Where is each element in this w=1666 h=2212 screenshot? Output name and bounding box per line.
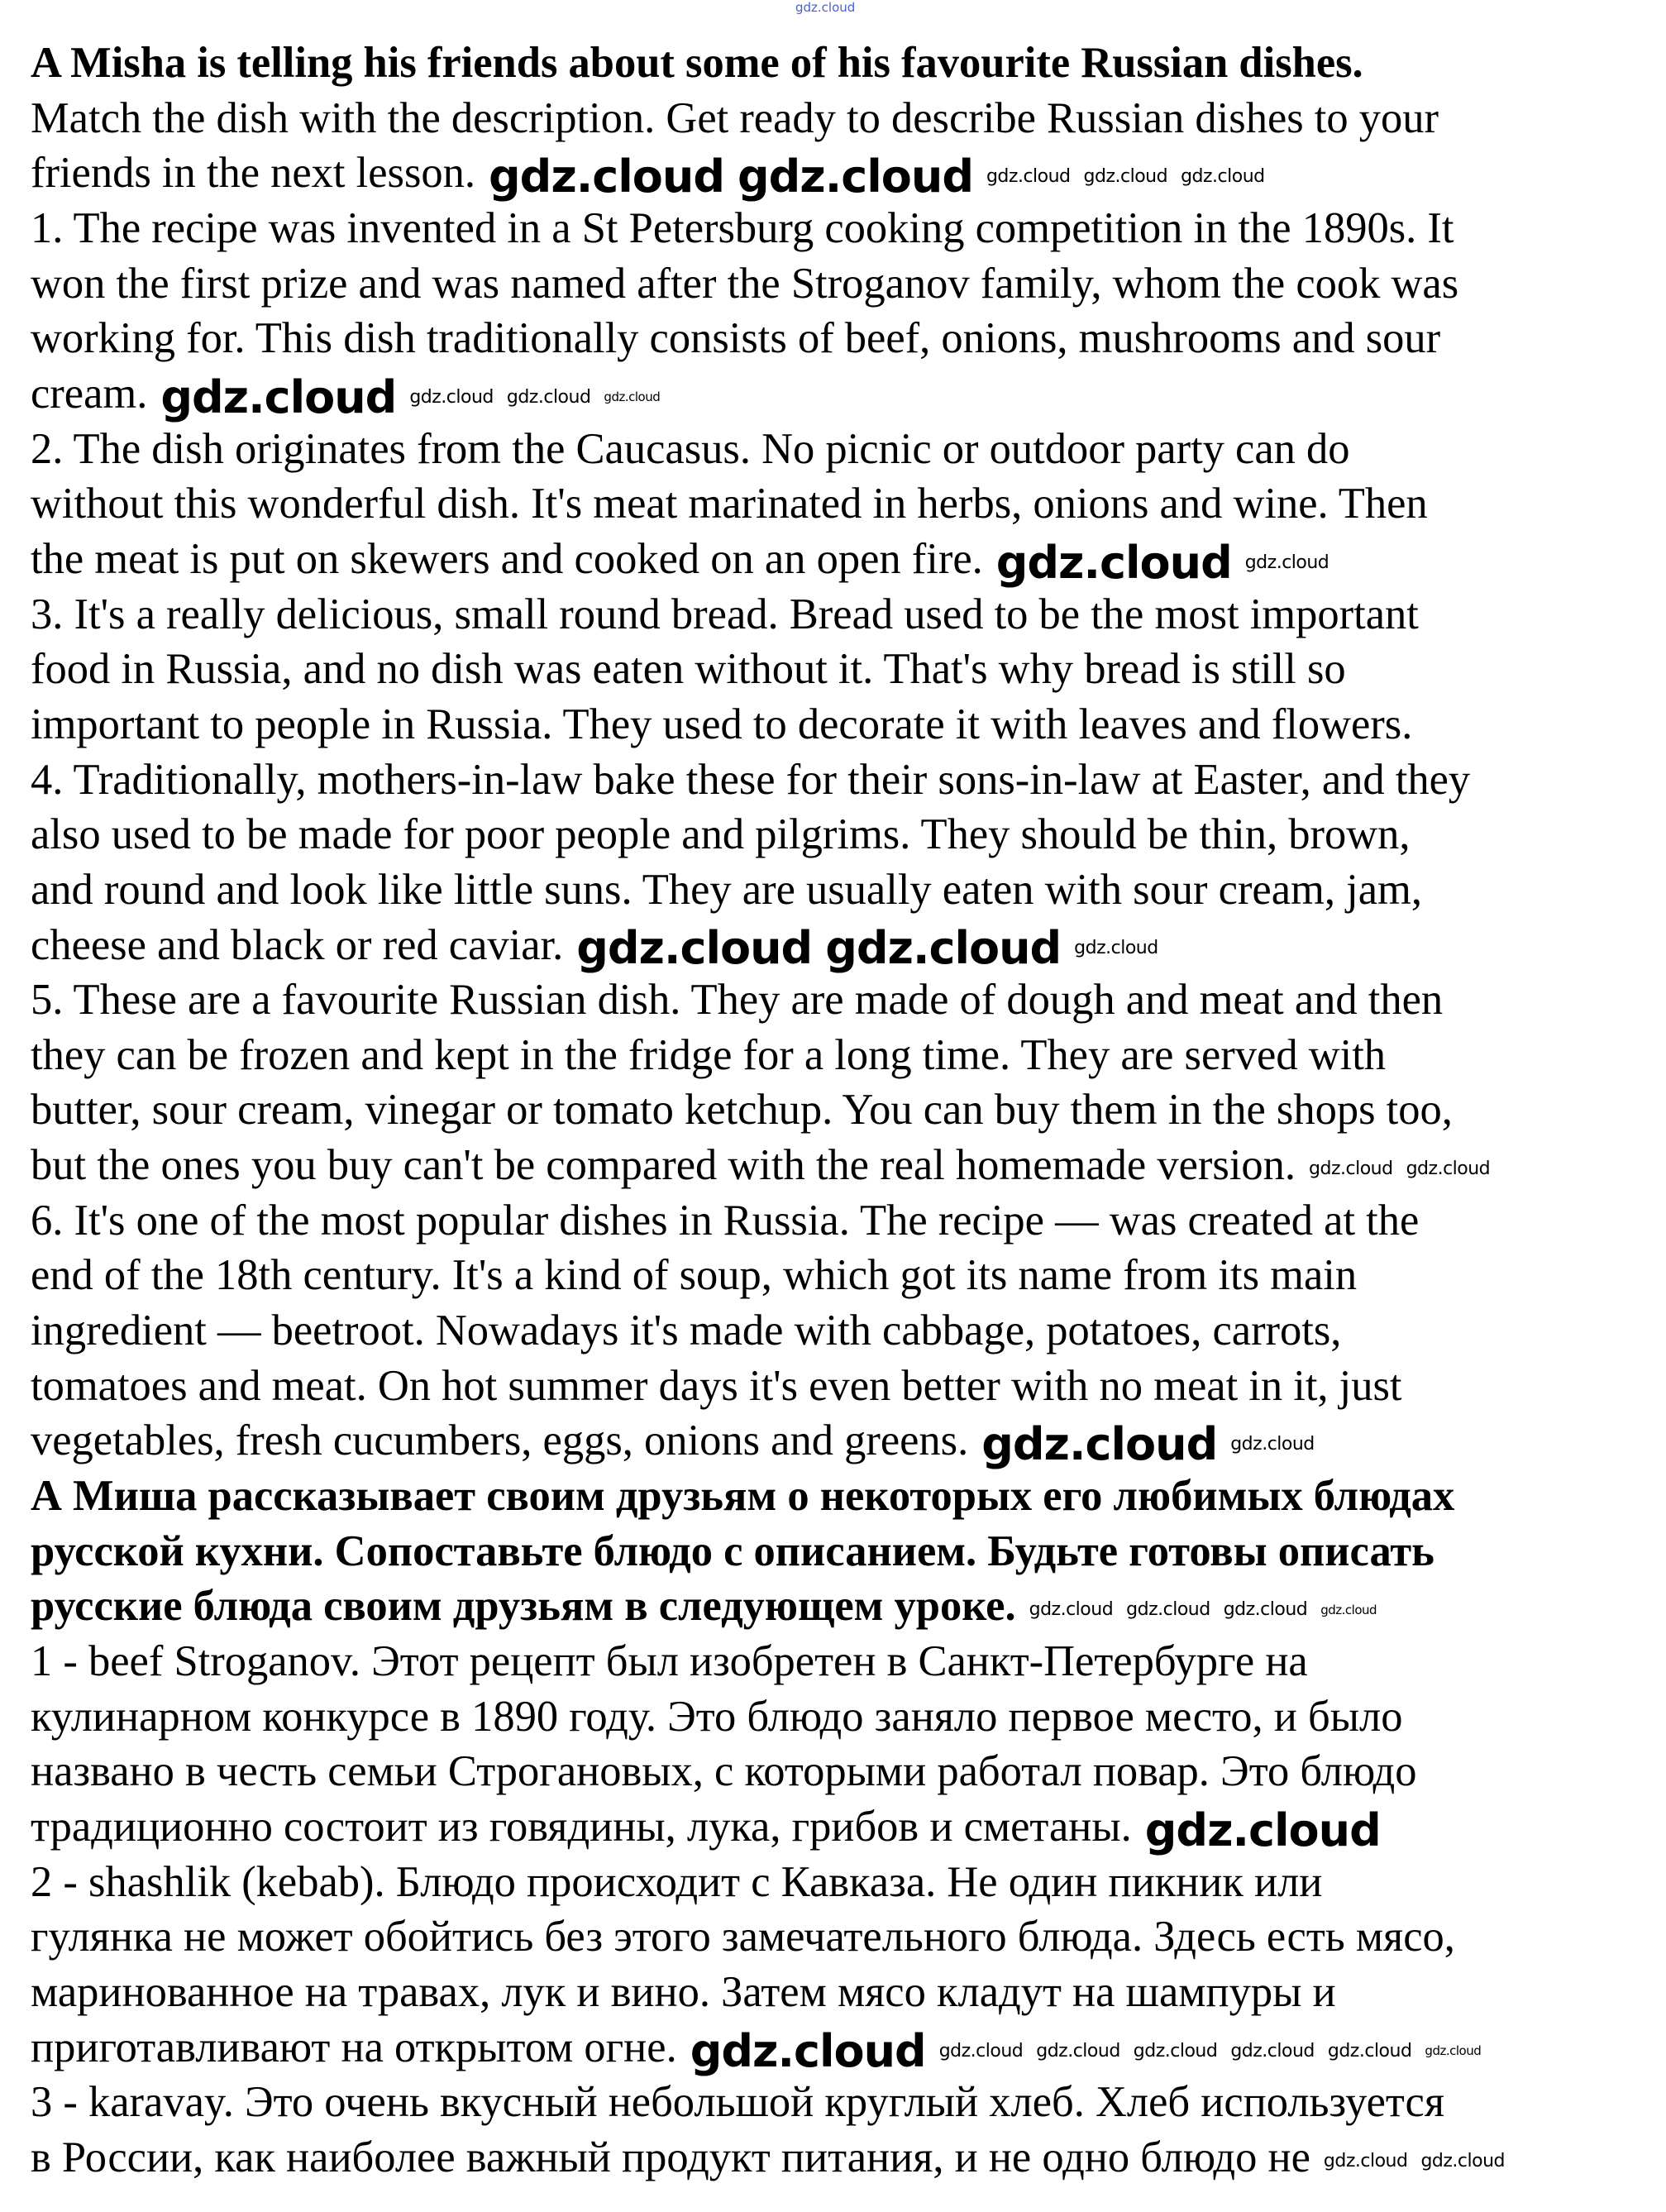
watermark: gdz.cloud — [1036, 2040, 1120, 2062]
dish-description-line: end of the 18th century. It's a kind of soup, which got its name from its main — [31, 1251, 1358, 1300]
line-text: friends in the next lesson. — [31, 149, 476, 198]
dish-translation-line — [31, 2020, 1666, 2076]
dish-translation — [31, 2075, 1666, 2185]
watermark: gdz.cloud — [1223, 1599, 1308, 1621]
dish-description-line: 5. These are a favourite Russian dish. They are made of dough and meat and then — [31, 976, 1444, 1025]
watermark: gdz.cloud — [409, 386, 494, 408]
russian-heading-line — [31, 1579, 1666, 1634]
dish-translation-line — [31, 1799, 1666, 1855]
dish-description-line: important to people in Russia. They used to decorate it with leaves and flowers. — [31, 700, 1413, 748]
line-text: the meat is put on skewers and cooked on an open fire. — [31, 534, 983, 583]
watermark: gdz.cloud — [604, 389, 661, 405]
watermark: gdz.cloud — [1406, 1159, 1491, 1180]
dish-translation-line: 3 - karavay. Это очень вкусный небольшой круглый хлеб. Хлеб используется — [31, 2078, 1444, 2127]
dish-description-line: won the first prize and was named after the Stroganov family, whom the cook was — [31, 259, 1459, 308]
dish-description-line: 3. It's a really delicious, small round bread. Bread used to be the most important — [31, 590, 1419, 638]
watermark: gdz.cloud — [1144, 1804, 1381, 1856]
watermark: gdz.cloud — [489, 150, 724, 203]
dish-description-line: 6. It's one of the most popular dishes in Russia. The recipe — was created at the — [31, 1196, 1420, 1245]
english-items — [31, 201, 1666, 1469]
dish-description-line — [31, 366, 1666, 422]
dish-description-line: 2. The dish originates from the Caucasus. No picnic or outdoor party can do — [31, 424, 1350, 473]
dish-description-line: tomatoes and meat. On hot summer days it's even better with no meat in it, just — [31, 1361, 1402, 1410]
english-heading: A Misha is telling his friends about some of his favourite Russian dishes. — [31, 39, 1363, 87]
dish-description-line: food in Russia, and no dish was eaten without it. That's why bread is still so — [31, 645, 1346, 694]
dish-description-line: 1. The recipe was invented in a St Petersburg cooking competition in the 1890s. It — [31, 203, 1454, 252]
dish-translation-line: названо в честь семьи Строгановых, с которыми работал повар. Это блюдо — [31, 1747, 1417, 1796]
dish-description-line — [31, 1138, 1666, 1193]
line-text: приготавливают на открытом огне. — [31, 2023, 677, 2071]
watermark: gdz.cloud — [1244, 552, 1329, 573]
russian-heading-line: А Миша рассказывает своим друзьям о некоторых его любимых блюдах — [31, 1472, 1455, 1521]
watermark: gdz.cloud — [795, 0, 856, 15]
watermark: gdz.cloud — [160, 370, 397, 423]
dish-translation-line: маринованное на травах, лук и вино. Затем мясо кладут на шампуры и — [31, 1967, 1336, 2016]
watermark: gdz.cloud — [576, 922, 813, 975]
dish-description-line: butter, sour cream, vinegar or tomato ketchup. You can buy them in the shops too, — [31, 1086, 1453, 1135]
dish-description-line — [31, 532, 1666, 587]
russian-items — [31, 1634, 1666, 2186]
dish-translation-line — [31, 2130, 1666, 2186]
watermark: gdz.cloud — [1181, 166, 1265, 188]
line-text: vegetables, fresh cucumbers, eggs, onions and greens. — [31, 1417, 969, 1465]
line-text: традиционно состоит из говядины, лука, грибов и сметаны. — [31, 1803, 1132, 1851]
watermark: gdz.cloud — [1029, 1599, 1114, 1621]
russian-heading-line: русской кухни. Сопоставьте блюдо с описанием. Будьте готовы описать — [31, 1526, 1434, 1575]
watermark: gdz.cloud — [1420, 2150, 1505, 2171]
line-text: cream. — [31, 369, 148, 418]
dish-description — [31, 752, 1666, 973]
watermark: gdz.cloud — [1083, 166, 1168, 188]
dish-description — [31, 1193, 1666, 1469]
dish-description-line: 4. Traditionally, mothers-in-law bake these for their sons-in-law at Easter, and they — [31, 755, 1471, 804]
dish-description-line — [31, 1413, 1666, 1469]
dish-description — [31, 422, 1666, 587]
dish-translation-line: 2 - shashlik (kebab). Блюдо происходит с Кавказа. Не один пикник или — [31, 1857, 1323, 1906]
watermark: gdz.cloud — [986, 166, 1071, 188]
dish-description-line: working for. This dish traditionally consists of beef, onions, mushrooms and sour — [31, 314, 1441, 363]
watermark: gdz.cloud — [995, 536, 1232, 589]
dish-description-line: also used to be made for poor people and pilgrims. They should be thin, brown, — [31, 810, 1411, 859]
watermark: gdz.cloud — [1230, 1434, 1315, 1455]
dish-description-line — [31, 918, 1666, 973]
watermark: gdz.cloud — [1327, 2040, 1412, 2062]
dish-description — [31, 972, 1666, 1193]
watermark: gdz.cloud — [1074, 938, 1158, 959]
line-text: русские блюда своим друзьям в следующем уроке. — [31, 1582, 1016, 1631]
watermark: gdz.cloud — [690, 2024, 926, 2077]
watermark: gdz.cloud — [1425, 2043, 1482, 2059]
line-text: but the ones you buy can't be compared with the real homemade version. — [31, 1141, 1296, 1190]
dish-description — [31, 587, 1666, 752]
exercise-text — [31, 36, 1666, 2186]
dish-description — [31, 201, 1666, 422]
line-text: cheese and black or red caviar. — [31, 920, 564, 969]
dish-description-line: without this wonderful dish. It's meat marinated in herbs, onions and wine. Then — [31, 480, 1428, 528]
english-intro-line — [31, 146, 1666, 201]
dish-translation-line: 1 - beef Stroganov. Этот рецепт был изобретен в Санкт-Петербурге на — [31, 1637, 1308, 1686]
watermark: gdz.cloud — [1230, 2040, 1315, 2062]
dish-translation — [31, 1855, 1666, 2076]
watermark: gdz.cloud — [738, 150, 973, 203]
watermark: gdz.cloud — [1133, 2040, 1218, 2062]
dish-translation-line: гулянка не может обойтись без этого замечательного блюда. Здесь есть мясо, — [31, 1913, 1455, 1961]
watermark: gdz.cloud — [1126, 1599, 1210, 1621]
line-text: в России, как наиболее важный продукт питания, и не одно блюдо не — [31, 2133, 1310, 2181]
dish-description-line: ingredient — beetroot. Nowadays it's made with cabbage, potatoes, carrots, — [31, 1307, 1342, 1355]
dish-description-line: they can be frozen and kept in the fridge for a long time. They are served with — [31, 1030, 1387, 1079]
watermark: gdz.cloud — [1320, 1602, 1377, 1617]
watermark: gdz.cloud — [506, 386, 591, 408]
watermark: gdz.cloud — [1323, 2150, 1408, 2171]
dish-translation-line: кулинарном конкурсе в 1890 году. Это блюдо заняло первое место, и было — [31, 1692, 1403, 1741]
watermark: gdz.cloud — [938, 2040, 1024, 2062]
watermark: gdz.cloud — [981, 1418, 1218, 1471]
dish-translation — [31, 1634, 1666, 1855]
watermark: gdz.cloud — [825, 922, 1062, 975]
dish-description-line: and round and look like little suns. They are usually eaten with sour cream, jam, — [31, 865, 1422, 914]
english-intro-line: Match the dish with the description. Get ready to describe Russian dishes to your — [31, 93, 1439, 142]
watermark: gdz.cloud — [1309, 1159, 1393, 1180]
